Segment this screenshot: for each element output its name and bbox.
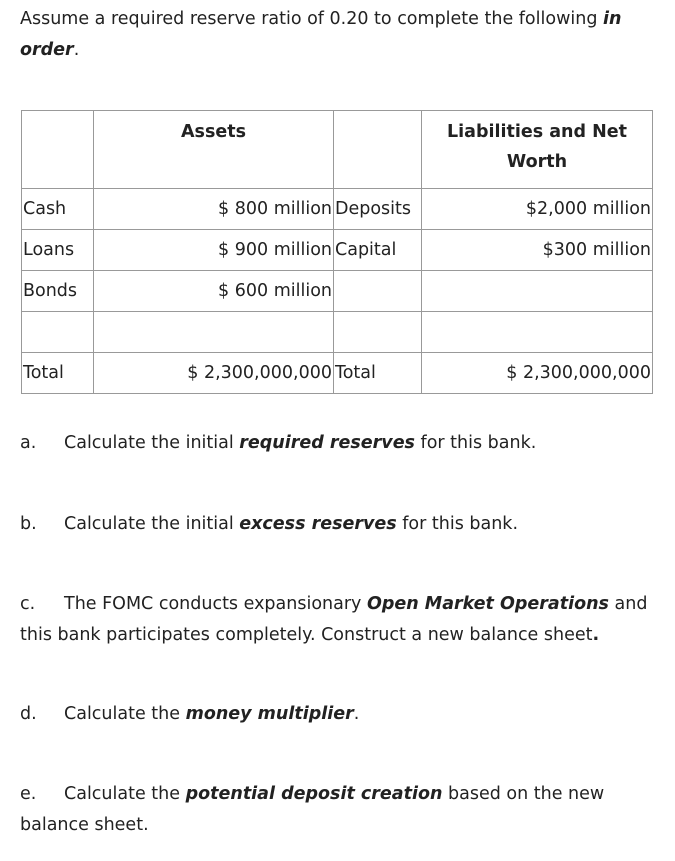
asset-value: $ 600 million	[94, 271, 334, 312]
question-text-end: and this bank participates completely. Construct a new balance sheet	[20, 594, 648, 645]
liability-value: $300 million	[422, 230, 653, 271]
liability-label	[334, 312, 422, 353]
liability-label	[334, 271, 422, 312]
question-emphasis: money multiplier	[185, 704, 354, 724]
liability-value	[422, 312, 653, 353]
liability-value: $2,000 million	[422, 189, 653, 230]
question-text: Calculate the	[64, 784, 186, 804]
liability-total-value: $ 2,300,000,000	[422, 353, 653, 394]
table-row	[22, 312, 653, 353]
asset-total-value: $ 2,300,000,000	[94, 353, 334, 394]
question-emphasis: potential deposit creation	[185, 784, 443, 804]
table-row	[22, 189, 653, 230]
question-text-end: .	[353, 704, 360, 724]
question-emphasis: Open Market Operations	[366, 594, 609, 614]
question-letter: c.	[20, 594, 36, 614]
question-text-end: for this bank.	[396, 514, 519, 534]
table-row	[22, 271, 653, 312]
asset-label: Cash	[22, 189, 94, 230]
question-c	[20, 589, 660, 651]
question-text: Calculate the initial	[64, 514, 240, 534]
intro-text: Assume a required reserve ratio of 0.20 to complete the following	[20, 9, 604, 29]
question-emphasis: excess reserves	[239, 514, 397, 534]
asset-label	[22, 312, 94, 353]
intro-paragraph	[20, 4, 660, 66]
question-letter: d.	[20, 704, 37, 724]
liability-label: Capital	[334, 230, 422, 271]
question-d	[20, 699, 660, 730]
liability-total-label: Total	[334, 353, 422, 394]
table-row	[22, 353, 653, 394]
balance-sheet-table	[21, 110, 653, 394]
question-e	[20, 779, 660, 841]
header-empty-cell	[334, 111, 422, 189]
intro-end: .	[73, 40, 80, 60]
header-empty-cell	[22, 111, 94, 189]
question-text: Calculate the initial	[64, 433, 240, 453]
liabilities-header: Liabilities and Net Worth	[422, 111, 653, 189]
asset-value: $ 900 million	[94, 230, 334, 271]
asset-value	[94, 312, 334, 353]
assets-header: Assets	[94, 111, 334, 189]
question-b	[20, 509, 660, 540]
question-text-end: based on the new balance sheet.	[20, 784, 605, 835]
question-emphasis: required reserves	[239, 433, 415, 453]
asset-value: $ 800 million	[94, 189, 334, 230]
question-a	[20, 428, 660, 459]
question-text: Calculate the	[64, 704, 186, 724]
table-row	[22, 230, 653, 271]
intro-emphasis: in order	[20, 9, 622, 60]
asset-label: Bonds	[22, 271, 94, 312]
question-letter: a.	[20, 433, 37, 453]
question-text-end: for this bank.	[414, 433, 537, 453]
question-period: .	[592, 625, 600, 645]
asset-total-label: Total	[22, 353, 94, 394]
asset-label: Loans	[22, 230, 94, 271]
question-letter: b.	[20, 514, 37, 534]
liability-value	[422, 271, 653, 312]
table-header-row	[22, 111, 653, 189]
question-text: The FOMC conducts expansionary	[64, 594, 367, 614]
question-letter: e.	[20, 784, 37, 804]
liability-label: Deposits	[334, 189, 422, 230]
